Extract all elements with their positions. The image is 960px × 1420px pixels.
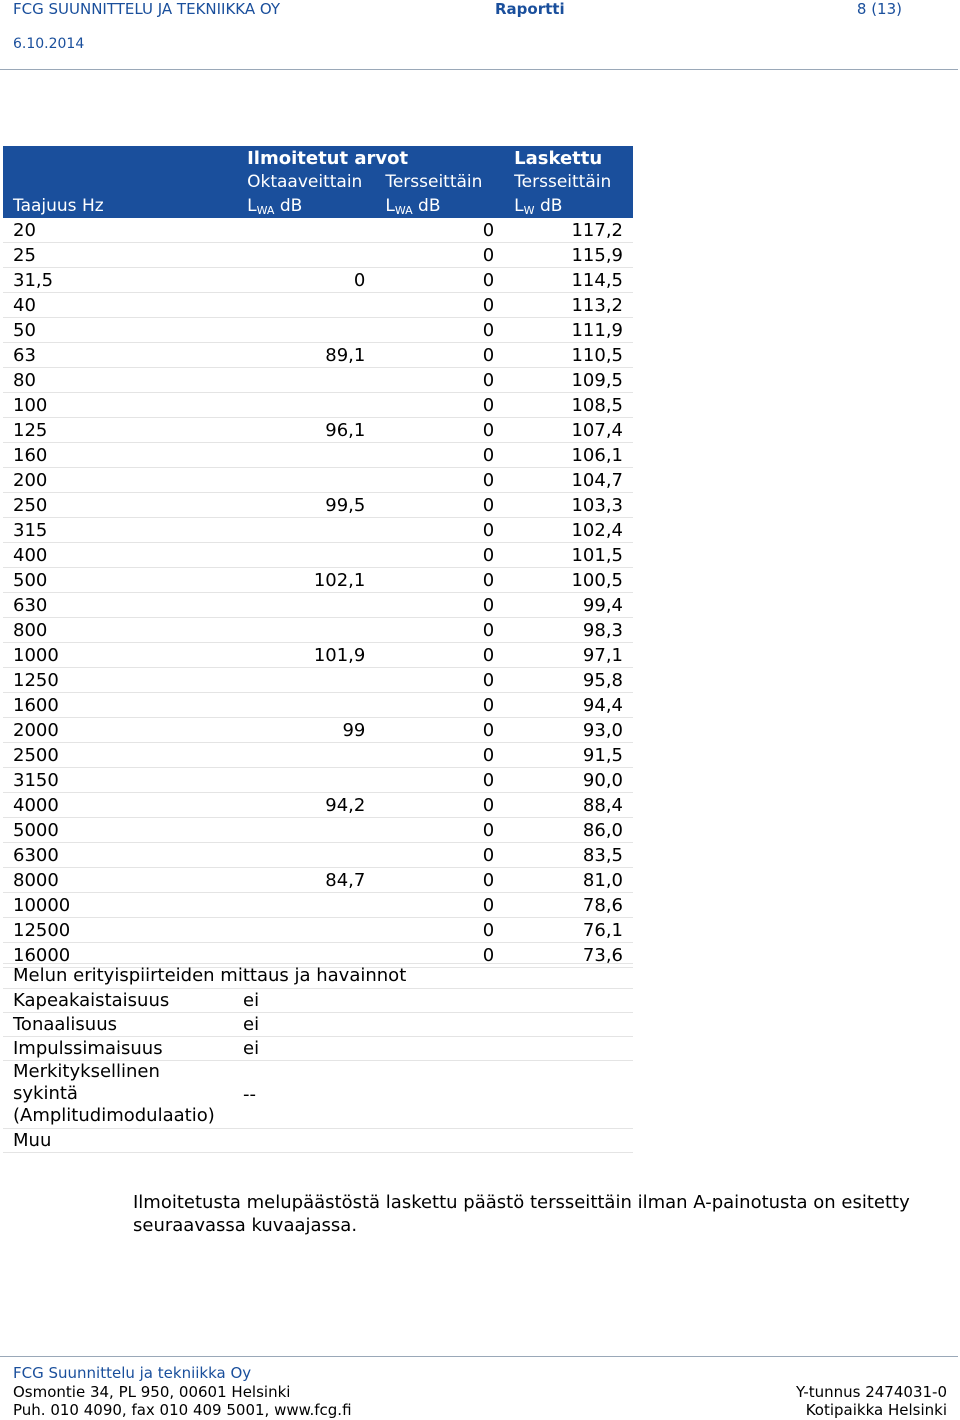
feature-label: Impulssimaisuus [13,1038,163,1059]
cell-frequency: 1000 [3,643,237,668]
table-row [3,393,633,418]
cell-third-lwa: 0 [375,243,504,268]
feature-row [3,989,633,1013]
feature-row [3,1013,633,1037]
table-row [3,543,633,568]
header-divider [0,69,958,70]
cell-third-lw: 94,4 [504,693,633,718]
cell-octave-lwa [237,243,375,268]
cell-third-lw: 106,1 [504,443,633,468]
cell-third-lwa: 0 [375,668,504,693]
cell-third-lw: 110,5 [504,343,633,368]
cell-third-lw: 95,8 [504,668,633,693]
cell-octave-lwa: 96,1 [237,418,375,443]
cell-third-lwa: 0 [375,543,504,568]
cell-octave-lwa [237,218,375,243]
cell-third-lwa: 0 [375,743,504,768]
cell-third-lw: 97,1 [504,643,633,668]
cell-third-lwa: 0 [375,718,504,743]
cell-frequency: 50 [3,318,237,343]
cell-frequency: 80 [3,368,237,393]
cell-third-lw: 101,5 [504,543,633,568]
cell-octave-lwa [237,318,375,343]
cell-third-lwa: 0 [375,493,504,518]
feature-value: -- [243,1084,256,1105]
cell-third-lwa: 0 [375,893,504,918]
cell-third-lwa: 0 [375,918,504,943]
footer-domicile: Kotipaikka Helsinki [805,1401,947,1419]
cell-octave-lwa [237,893,375,918]
table-row [3,918,633,943]
cell-third-lwa: 0 [375,368,504,393]
footer-company: FCG Suunnittelu ja tekniikka Oy [13,1364,252,1382]
table-row [3,643,633,668]
cell-frequency: 2500 [3,743,237,768]
cell-frequency: 20 [3,218,237,243]
cell-third-lw: 81,0 [504,868,633,893]
table-row [3,743,633,768]
cell-octave-lwa [237,543,375,568]
cell-third-lw: 111,9 [504,318,633,343]
cell-octave-lwa [237,293,375,318]
cell-frequency: 6300 [3,843,237,868]
cell-octave-lwa: 89,1 [237,343,375,368]
cell-third-lw: 73,6 [504,943,633,968]
cell-third-lwa: 0 [375,318,504,343]
cell-octave-lwa [237,618,375,643]
cell-frequency: 630 [3,593,237,618]
features-title: Melun erityispiirteiden mittaus ja havainnot [3,963,633,989]
unit-lwa-third: $L_{WA}$ dB [375,194,504,218]
cell-third-lwa: 0 [375,693,504,718]
feature-value: ei [243,1038,260,1059]
table-row [3,468,633,493]
cell-octave-lwa: 0 [237,268,375,293]
cell-frequency: 63 [3,343,237,368]
cell-third-lw: 115,9 [504,243,633,268]
cell-third-lw: 78,6 [504,893,633,918]
cell-third-lw: 83,5 [504,843,633,868]
cell-third-lwa: 0 [375,343,504,368]
cell-frequency: 1250 [3,668,237,693]
feature-label: Muu [13,1130,52,1151]
table-row [3,893,633,918]
cell-third-lwa: 0 [375,518,504,543]
col-frequency: Taajuus Hz [3,194,237,218]
cell-third-lwa: 0 [375,643,504,668]
cell-octave-lwa [237,818,375,843]
cell-third-lwa: 0 [375,418,504,443]
cell-third-lw: 104,7 [504,468,633,493]
cell-frequency: 40 [3,293,237,318]
table-row [3,518,633,543]
cell-third-lw: 107,4 [504,418,633,443]
cell-third-lw: 86,0 [504,818,633,843]
cell-frequency: 2000 [3,718,237,743]
cell-frequency: 12500 [3,918,237,943]
table-row [3,768,633,793]
cell-octave-lwa [237,768,375,793]
feature-label: Kapeakaistaisuus [13,990,170,1011]
feature-row [3,1037,633,1061]
table-row [3,668,633,693]
table-row [3,843,633,868]
cell-frequency: 31,5 [3,268,237,293]
cell-frequency: 3150 [3,768,237,793]
page-header [0,0,960,72]
cell-third-lw: 88,4 [504,793,633,818]
table-row [3,293,633,318]
cell-third-lw: 99,4 [504,593,633,618]
cell-octave-lwa: 84,7 [237,868,375,893]
feature-value: ei [243,1014,260,1035]
footer-business-id: Y-tunnus 2474031-0 [795,1383,947,1401]
table-row [3,493,633,518]
cell-octave-lwa [237,518,375,543]
cell-octave-lwa [237,668,375,693]
group-reported: Ilmoitetut arvot [237,146,504,170]
cell-octave-lwa [237,443,375,468]
cell-octave-lwa: 101,9 [237,643,375,668]
cell-frequency: 250 [3,493,237,518]
cell-third-lw: 90,0 [504,768,633,793]
cell-third-lw: 114,5 [504,268,633,293]
table-sub-header [3,170,633,194]
footer-divider [0,1356,958,1357]
table-row [3,568,633,593]
cell-third-lw: 117,2 [504,218,633,243]
cell-third-lwa: 0 [375,593,504,618]
feature-row [3,1129,633,1153]
table-row [3,368,633,393]
table-row [3,818,633,843]
cell-third-lw: 113,2 [504,293,633,318]
cell-third-lwa: 0 [375,393,504,418]
group-calculated: Laskettu [504,146,633,170]
cell-octave-lwa: 99 [237,718,375,743]
cell-third-lwa: 0 [375,943,504,968]
header-doc-type: Raportti [495,0,565,18]
cell-frequency: 10000 [3,893,237,918]
cell-octave-lwa [237,843,375,868]
cell-frequency: 1600 [3,693,237,718]
table-row [3,243,633,268]
cell-third-lwa: 0 [375,843,504,868]
cell-octave-lwa [237,918,375,943]
header-date: 6.10.2014 [13,36,85,52]
cell-frequency: 16000 [3,943,237,968]
noise-emission-table [3,146,633,968]
noise-features-section [3,963,633,1153]
cell-frequency: 315 [3,518,237,543]
table-row [3,218,633,243]
feature-value [223,1129,243,1152]
cell-third-lw: 103,3 [504,493,633,518]
footer-address: Osmontie 34, PL 950, 00601 Helsinki [13,1383,291,1401]
table-row [3,443,633,468]
cell-frequency: 125 [3,418,237,443]
cell-third-lwa: 0 [375,218,504,243]
table-row [3,318,633,343]
table-row [3,618,633,643]
sub-octave: Oktaaveittain [237,170,375,194]
cell-third-lw: 91,5 [504,743,633,768]
cell-third-lwa: 0 [375,868,504,893]
body-paragraph: Ilmoitetusta melupäästöstä laskettu päästö tersseittäin ilman A-painotusta on esitetty seuraavassa kuvaajassa. [133,1192,910,1236]
cell-frequency: 4000 [3,793,237,818]
table-unit-header [3,194,633,218]
cell-third-lwa: 0 [375,268,504,293]
cell-frequency: 25 [3,243,237,268]
feature-row [3,1061,633,1129]
cell-octave-lwa [237,593,375,618]
cell-third-lw: 98,3 [504,618,633,643]
cell-octave-lwa: 99,5 [237,493,375,518]
table-row [3,868,633,893]
cell-octave-lwa [237,743,375,768]
cell-frequency: 5000 [3,818,237,843]
footer-contact: Puh. 010 4090, fax 010 409 5001, www.fcg.fi [13,1401,352,1419]
feature-value: ei [243,990,260,1011]
cell-third-lwa: 0 [375,793,504,818]
table-row [3,418,633,443]
cell-third-lw: 76,1 [504,918,633,943]
cell-third-lwa: 0 [375,818,504,843]
cell-third-lwa: 0 [375,468,504,493]
cell-octave-lwa [237,693,375,718]
feature-label: Merkityksellinen sykintä (Amplitudimodulaatio) [13,1061,215,1126]
table-row [3,718,633,743]
table-group-header [3,146,633,170]
table-row [3,268,633,293]
cell-third-lwa: 0 [375,293,504,318]
cell-third-lwa: 0 [375,768,504,793]
cell-octave-lwa [237,393,375,418]
cell-octave-lwa: 102,1 [237,568,375,593]
header-company: FCG SUUNNITTELU JA TEKNIIKKA OY [13,0,281,18]
cell-octave-lwa [237,368,375,393]
cell-frequency: 400 [3,543,237,568]
cell-frequency: 200 [3,468,237,493]
cell-frequency: 500 [3,568,237,593]
table-row [3,343,633,368]
cell-octave-lwa [237,468,375,493]
table-row [3,793,633,818]
feature-label: Tonaalisuus [13,1014,117,1035]
cell-third-lw: 93,0 [504,718,633,743]
cell-third-lwa: 0 [375,568,504,593]
cell-octave-lwa: 94,2 [237,793,375,818]
sub-third-calculated: Tersseittäin [504,170,633,194]
cell-frequency: 100 [3,393,237,418]
cell-third-lw: 108,5 [504,393,633,418]
sub-third-reported: Tersseittäin [375,170,504,194]
unit-lwa-octave: $L_{WA}$ dB [237,194,375,218]
table-row [3,593,633,618]
cell-frequency: 800 [3,618,237,643]
unit-lw-third: $L_W$ dB [504,194,633,218]
cell-third-lw: 102,4 [504,518,633,543]
header-page-number: 8 (13) [856,0,902,18]
cell-third-lw: 100,5 [504,568,633,593]
cell-frequency: 160 [3,443,237,468]
cell-third-lwa: 0 [375,443,504,468]
table-row [3,693,633,718]
cell-frequency: 8000 [3,868,237,893]
cell-third-lwa: 0 [375,618,504,643]
cell-third-lw: 109,5 [504,368,633,393]
